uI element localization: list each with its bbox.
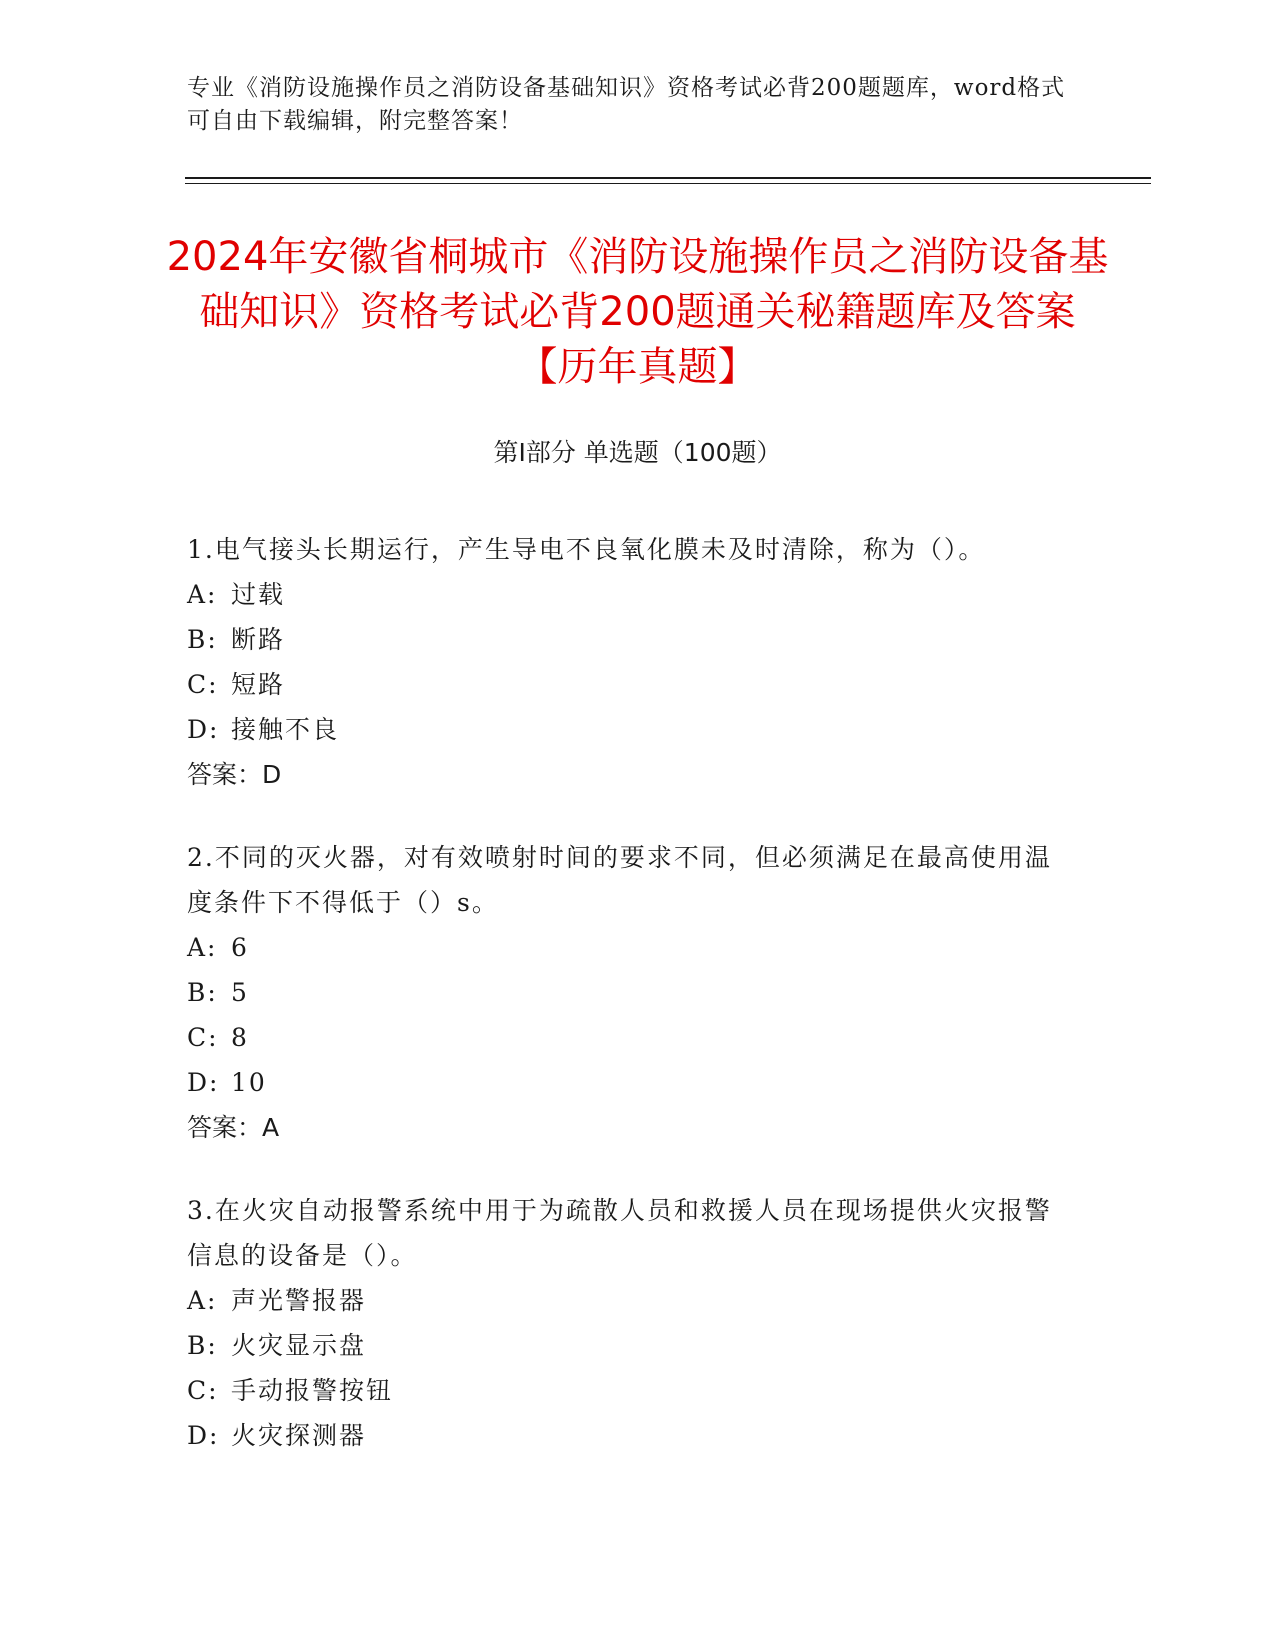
option-letter: C: (187, 670, 219, 699)
option-text: 手动报警按钮 (231, 1376, 394, 1405)
question-text: 2.不同的灭火器，对有效喷射时间的要求不同，但必须满足在最高使用温度条件下不得低于（）s。 (187, 843, 1052, 917)
question-text: 3.在火灾自动报警系统中用于为疏散人员和救援人员在现场提供火灾报警信息的设备是（）。 (187, 1196, 1052, 1270)
header-rule-thin (185, 183, 1151, 184)
option-letter: B: (187, 625, 218, 654)
option-letter: A: (187, 580, 218, 609)
option-a (187, 925, 1067, 970)
option-text: 声光警报器 (231, 1286, 367, 1315)
option-text: 过载 (231, 580, 286, 609)
option-text: 10 (231, 1068, 267, 1097)
option-text: 5 (231, 978, 249, 1007)
option-d (187, 1413, 1067, 1458)
option-letter: C: (187, 1376, 219, 1405)
option-text: 6 (231, 933, 249, 962)
option-letter: B: (187, 1331, 218, 1360)
option-a (187, 572, 1067, 617)
option-d (187, 1060, 1067, 1105)
option-text: 短路 (231, 670, 286, 699)
option-c (187, 1368, 1067, 1413)
option-letter: A: (187, 1286, 218, 1315)
option-text: 火灾探测器 (231, 1421, 367, 1450)
header-note: 专业《消防设施操作员之消防设备基础知识》资格考试必背200题题库，word格式可自由下载编辑，附完整答案！ (187, 75, 1066, 134)
answer: 答案：D (187, 760, 282, 789)
option-b (187, 1323, 1067, 1368)
option-c (187, 1015, 1067, 1060)
option-letter: D: (187, 1421, 220, 1450)
option-letter: D: (187, 715, 220, 744)
option-letter: B: (187, 978, 218, 1007)
option-letter: C: (187, 1023, 219, 1052)
section-title: 第Ⅰ部分 单选题（100题） (493, 438, 782, 467)
question-2 (187, 835, 1067, 1150)
header-rule-thick (185, 177, 1151, 179)
question-text: 1.电气接头长期运行，产生导电不良氧化膜未及时清除，称为（）。 (187, 535, 986, 564)
option-text: 断路 (231, 625, 286, 654)
option-text: 火灾显示盘 (231, 1331, 367, 1360)
option-text: 接触不良 (231, 715, 340, 744)
option-a (187, 1278, 1067, 1323)
option-d (187, 707, 1067, 752)
answer: 答案：A (187, 1113, 280, 1142)
option-c (187, 662, 1067, 707)
question-3 (187, 1188, 1067, 1458)
option-letter: D: (187, 1068, 220, 1097)
option-text: 8 (231, 1023, 249, 1052)
option-b (187, 617, 1067, 662)
option-b (187, 970, 1067, 1015)
question-1 (187, 527, 1067, 797)
option-letter: A: (187, 933, 218, 962)
question-list (187, 527, 1067, 1496)
document-title: 2024年安徽省桐城市《消防设施操作员之消防设备基础知识》资格考试必背200题通关秘籍题库及答案【历年真题】 (166, 234, 1109, 390)
